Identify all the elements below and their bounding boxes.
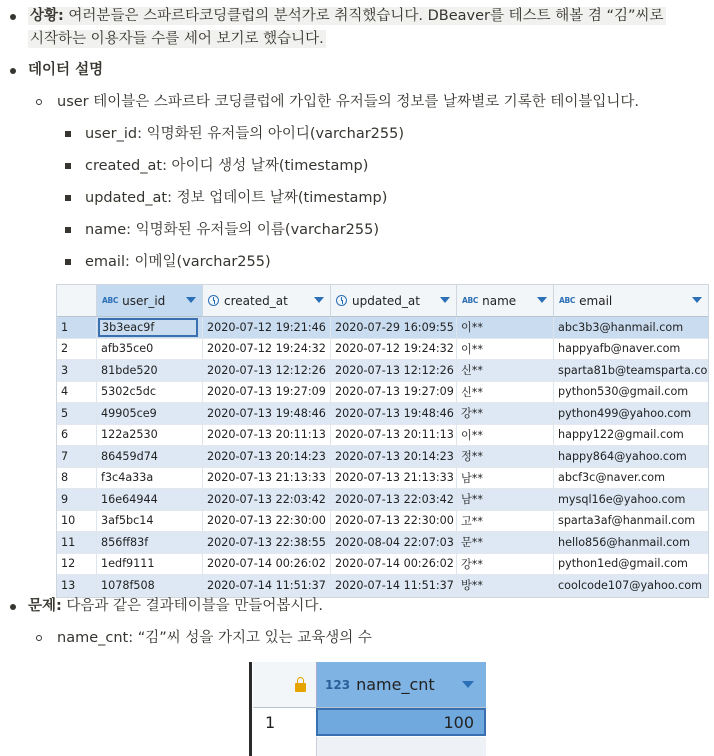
selected-cell[interactable]: 3b3eac9f	[98, 318, 198, 337]
bullet-square	[65, 195, 71, 201]
cell-updated-at[interactable]: 2020-07-12 19:24:32	[331, 339, 457, 360]
column-header-name-cnt[interactable]: 123 name_cnt	[316, 662, 486, 707]
table-row[interactable]	[57, 382, 708, 404]
cell-email[interactable]: python1ed@gmail.com	[558, 557, 688, 571]
row-number: 1	[265, 712, 276, 732]
cell-email[interactable]: sparta3af@hanmail.com	[558, 514, 696, 528]
cell-updated-at[interactable]: 2020-07-13 19:27:09	[331, 382, 457, 403]
cell-created-at[interactable]: 2020-07-13 20:14:23	[203, 446, 331, 467]
problem-label: 문제:	[28, 598, 62, 614]
cell-created-at[interactable]: 2020-07-13 20:11:13	[203, 425, 331, 446]
row-number[interactable]: 9	[57, 489, 97, 510]
cell-email[interactable]: happy864@yahoo.com	[558, 449, 687, 463]
table-row[interactable]	[57, 554, 708, 576]
situation-line-1	[28, 6, 666, 27]
table-row[interactable]	[57, 575, 708, 597]
cell-email[interactable]: python530@gmail.com	[558, 385, 689, 399]
cell-updated-at[interactable]: 2020-07-13 20:11:13	[331, 425, 457, 446]
column-header-email[interactable]: ABC email	[554, 285, 708, 316]
cell-user-id[interactable]: 856ff83f	[97, 532, 203, 553]
cell-updated-at[interactable]: 2020-07-29 16:09:55	[331, 317, 457, 338]
cell-created-at[interactable]: 2020-07-13 22:03:42	[203, 489, 331, 510]
cell-user-id[interactable]: afb35ce0	[97, 339, 203, 360]
column-header-user-id[interactable]: ABC user_id	[97, 285, 203, 316]
bullet-circle	[36, 635, 42, 641]
cell-created-at[interactable]: 2020-07-13 22:30:00	[203, 511, 331, 532]
cell-email[interactable]: happyafb@naver.com	[558, 342, 681, 356]
sort-arrow-icon[interactable]	[186, 297, 196, 303]
cell-name[interactable]: 정**	[457, 446, 554, 467]
sort-arrow-icon[interactable]	[440, 297, 450, 303]
row-number[interactable]: 6	[57, 425, 97, 446]
cell-updated-at[interactable]: 2020-07-13 22:30:00	[331, 511, 457, 532]
problem-sub-line: name_cnt: “김”씨 성을 가지고 있는 교육생의 수	[57, 630, 372, 646]
cell-name[interactable]: 고**	[457, 511, 554, 532]
row-number[interactable]: 10	[57, 511, 97, 532]
table-row[interactable]	[57, 403, 708, 425]
table-row[interactable]	[57, 489, 708, 511]
grid-body	[57, 317, 708, 597]
sort-arrow-icon[interactable]	[692, 297, 702, 303]
empty-row	[253, 737, 486, 756]
cell-user-id[interactable]: 1078f508	[97, 575, 203, 596]
cell-created-at[interactable]: 2020-07-13 22:38:55	[203, 532, 331, 553]
row-number[interactable]: 7	[57, 446, 97, 467]
cell-name[interactable]: 강**	[457, 403, 554, 424]
lock-icon	[295, 683, 306, 692]
problem-text: 다음과 같은 결과테이블을 만들어봅시다.	[61, 598, 323, 614]
table-row[interactable]	[57, 317, 708, 339]
cell-user-id[interactable]: 49905ce9	[97, 403, 203, 424]
table-row[interactable]	[57, 339, 708, 361]
situation-text-2: 시작하는 이용자들 수를 세어 보기로 했습니다.	[30, 31, 324, 47]
cell-user-id[interactable]: 81bde520	[97, 360, 203, 381]
row-number[interactable]: 4	[57, 382, 97, 403]
result-cell[interactable]: 100	[316, 708, 486, 736]
grid-corner[interactable]	[57, 285, 97, 316]
cell-updated-at[interactable]: 2020-07-13 12:12:26	[331, 360, 457, 381]
row-number[interactable]: 13	[57, 575, 97, 596]
cell-email[interactable]: hello856@hanmail.com	[558, 535, 691, 549]
user-table-desc: user 테이블은 스파르타 코딩클럽에 가입한 유저들의 정보를 날짜별로 기록한 테이블입니다.	[57, 94, 639, 110]
bullet-square	[65, 163, 71, 169]
row-number[interactable]: 11	[57, 532, 97, 553]
bullet-square	[65, 131, 71, 137]
table-row[interactable]	[57, 360, 708, 382]
column-desc-updated-at: updated_at: 정보 업데이트 날짜(timestamp)	[85, 190, 388, 206]
numeric-type-icon: 123	[325, 677, 351, 692]
table-row[interactable]	[57, 425, 708, 447]
cell-email[interactable]: mysql16e@yahoo.com	[558, 492, 686, 506]
cell-updated-at[interactable]: 2020-07-13 21:13:33	[331, 468, 457, 489]
text-type-icon: ABC	[102, 296, 119, 305]
data-desc-heading: 데이터 설명	[28, 62, 104, 78]
situation-text-1: 여러분들은 스파르타코딩클럽의 분석가로 취직했습니다. DBeaver를 테스트 해볼 겸 “김”씨로	[63, 8, 664, 24]
cell-name[interactable]: 남**	[457, 468, 554, 489]
column-header-created-at[interactable]: created_at	[203, 285, 331, 316]
cell-updated-at[interactable]: 2020-07-14 00:26:02	[331, 554, 457, 575]
cell-email[interactable]: sparta81b@teamsparta.co	[558, 363, 708, 377]
cell-created-at[interactable]: 2020-07-12 19:24:32	[203, 339, 331, 360]
clock-icon	[208, 295, 219, 306]
cell-created-at[interactable]: 2020-07-13 21:13:33	[203, 468, 331, 489]
cell-email[interactable]: python499@yahoo.com	[558, 406, 692, 420]
cell-name[interactable]: 이**	[457, 317, 554, 338]
cell-created-at[interactable]: 2020-07-13 19:27:09	[203, 382, 331, 403]
table-row[interactable]	[57, 511, 708, 533]
sort-arrow-icon[interactable]	[314, 297, 324, 303]
situation-line-2	[28, 29, 326, 50]
column-desc-email: email: 이메일(varchar255)	[85, 254, 271, 270]
text-type-icon: ABC	[462, 296, 479, 305]
cell-updated-at[interactable]: 2020-08-04 22:07:03	[331, 532, 457, 553]
bullet-square	[65, 227, 71, 233]
cell-created-at[interactable]: 2020-07-13 12:12:26	[203, 360, 331, 381]
cell-email[interactable]: happy122@gmail.com	[558, 428, 684, 442]
table-row[interactable]	[57, 532, 708, 554]
cell-created-at[interactable]: 2020-07-12 19:21:46	[203, 317, 331, 338]
text-type-icon: ABC	[559, 296, 576, 305]
cell-updated-at[interactable]: 2020-07-13 22:03:42	[331, 489, 457, 510]
cell-user-id[interactable]: 5302c5dc	[97, 382, 203, 403]
result-grid	[249, 662, 486, 756]
cell-name[interactable]: 강**	[457, 554, 554, 575]
cell-email[interactable]: abc3b3@hanmail.com	[558, 320, 684, 334]
cell-updated-at[interactable]: 2020-07-13 20:14:23	[331, 446, 457, 467]
sort-arrow-icon[interactable]	[462, 681, 474, 688]
row-number[interactable]: 8	[57, 468, 97, 489]
column-desc-user-id: user_id: 익명화된 유저들의 아이디(varchar255)	[85, 126, 405, 142]
row-number[interactable]: 3	[57, 360, 97, 381]
column-desc-created-at: created_at: 아이디 생성 날짜(timestamp)	[85, 158, 369, 174]
result-header-row	[253, 662, 486, 708]
cell-created-at[interactable]: 2020-07-13 19:48:46	[203, 403, 331, 424]
row-number[interactable]: 12	[57, 554, 97, 575]
table-row[interactable]	[57, 446, 708, 468]
cell-email[interactable]: coolcode107@yahoo.com	[558, 578, 702, 592]
bullet-disc	[10, 604, 16, 610]
cell-user-id[interactable]: f3c4a33a	[97, 468, 203, 489]
column-header-name[interactable]: ABC name	[457, 285, 554, 316]
bullet-disc	[10, 14, 16, 20]
cell-name[interactable]: 이**	[457, 425, 554, 446]
row-number[interactable]: 5	[57, 403, 97, 424]
bullet-square	[65, 259, 71, 265]
cell-name[interactable]: 문**	[457, 532, 554, 553]
situation-label: 상황:	[30, 8, 64, 24]
column-header-updated-at[interactable]: updated_at	[331, 285, 457, 316]
cell-user-id[interactable]	[97, 317, 203, 338]
user-table-grid	[56, 284, 709, 598]
bullet-disc	[10, 68, 16, 74]
row-number[interactable]: 2	[57, 339, 97, 360]
column-desc-name: name: 익명화된 유저들의 이름(varchar255)	[85, 222, 380, 238]
cell-created-at[interactable]: 2020-07-14 11:51:37	[203, 575, 331, 596]
cell-user-id[interactable]: 122a2530	[97, 425, 203, 446]
row-number[interactable]: 1	[57, 317, 97, 338]
cell-user-id[interactable]: 16e64944	[97, 489, 203, 510]
sort-arrow-icon[interactable]	[537, 297, 547, 303]
clock-icon	[336, 295, 347, 306]
cell-user-id[interactable]: 1edf9111	[97, 554, 203, 575]
cell-email[interactable]: abcf3c@naver.com	[558, 471, 665, 485]
cell-name[interactable]: 남**	[457, 489, 554, 510]
cell-user-id[interactable]: 86459d74	[97, 446, 203, 467]
cell-updated-at[interactable]: 2020-07-13 19:48:46	[331, 403, 457, 424]
table-row[interactable]	[57, 468, 708, 490]
cell-name[interactable]: 이**	[457, 339, 554, 360]
cell-name[interactable]: 신**	[457, 382, 554, 403]
cell-user-id[interactable]: 3af5bc14	[97, 511, 203, 532]
cell-created-at[interactable]: 2020-07-14 00:26:02	[203, 554, 331, 575]
cell-name[interactable]: 신**	[457, 360, 554, 381]
cell-updated-at[interactable]: 2020-07-14 11:51:37	[331, 575, 457, 596]
bullet-circle	[36, 99, 42, 105]
grid-header	[57, 285, 708, 317]
grid-corner[interactable]	[253, 662, 316, 707]
problem-line	[28, 596, 323, 617]
cell-name[interactable]: 방**	[457, 575, 554, 596]
grid-edge	[249, 662, 252, 756]
result-row[interactable]	[253, 708, 486, 736]
